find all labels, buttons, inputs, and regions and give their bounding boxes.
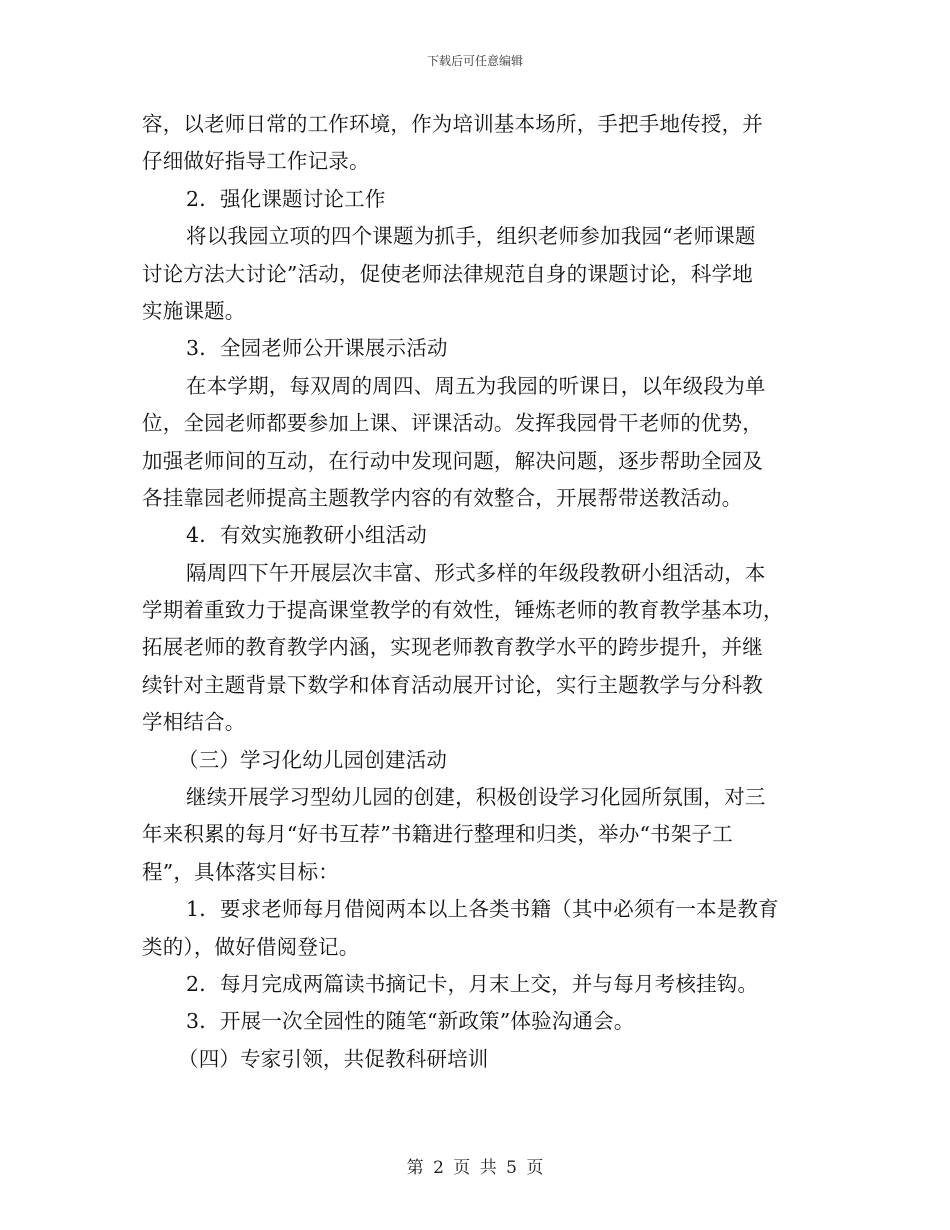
list-item: 1．要求老师每月借阅两本以上各类书籍（其中必须有一本是教育 — [186, 897, 779, 922]
paragraph-line: 各挂靠园老师提高主题教学内容的有效整合，开展帮带送教活动。 — [142, 485, 743, 510]
section-heading: （四）专家引领，共促教科研培训 — [178, 1046, 489, 1071]
paragraph-line: 容，以老师日常的工作环境，作为培训基本场所，手把手地传授，并 — [142, 112, 763, 136]
section-heading: 3．全园老师公开课展示活动 — [186, 336, 448, 361]
section-heading: 2．强化课题讨论工作 — [186, 186, 386, 211]
paragraph-line: 年来积累的每月“好书互荐”书籍进行整理和归类，举办“书架子工 — [142, 822, 733, 847]
document-body — [142, 106, 810, 1078]
paragraph-line: 程”，具体落实目标： — [142, 859, 339, 884]
page-header: 下载后可任意编辑 — [426, 54, 523, 68]
paragraph-line: 仔细做好指导工作记录。 — [142, 149, 370, 174]
paragraph-line: 继续开展学习型幼儿园的创建，积极创设学习化园所氛围，对三 — [186, 785, 766, 810]
list-item: 2．每月完成两篇读书摘记卡，月末上交，并与每月考核挂钩。 — [186, 971, 759, 996]
paragraph-line: 隔周四下午开展层次丰富、形式多样的年级段教研小组活动，本 — [186, 560, 766, 585]
paragraph-line: 学期着重致力于提高课堂教学的有效性，锤炼老师的教育教学基本功， — [142, 598, 784, 623]
paragraph-line: 加强老师间的互动，在行动中发现问题，解决问题，逐步帮助全园及 — [142, 448, 763, 473]
paragraph-line: 讨论方法大讨论”活动，促使老师法律规范自身的课题讨论，科学地 — [142, 261, 753, 286]
paragraph-line: 拓展老师的教育教学内涵，实现老师教育教学水平的跨步提升，并继 — [142, 635, 763, 660]
page-footer: 第 2 页 共 5 页 — [406, 1158, 544, 1178]
paragraph-line: 学相结合。 — [142, 710, 246, 735]
section-heading: 4．有效实施教研小组活动 — [186, 523, 427, 548]
paragraph-line: 类的），做好借阅登记。 — [142, 934, 360, 959]
paragraph-line: 续针对主题背景下数学和体育活动展开讨论，实行主题教学与分科教 — [142, 672, 763, 697]
paragraph-line: 将以我园立项的四个课题为抓手，组织老师参加我园“老师课题 — [186, 224, 756, 249]
list-item: 3．开展一次全园性的随笔“新政策”体验沟通会。 — [186, 1009, 635, 1034]
section-heading: （三）学习化幼儿园创建活动 — [178, 747, 448, 772]
paragraph-line: 实施课题。 — [142, 298, 246, 323]
paragraph-line: 在本学期，每双周的周四、周五为我园的听课日，以年级段为单 — [186, 373, 766, 398]
paragraph-line: 位，全园老师都要参加上课、评课活动。发挥我园骨干老师的优势， — [142, 411, 763, 436]
